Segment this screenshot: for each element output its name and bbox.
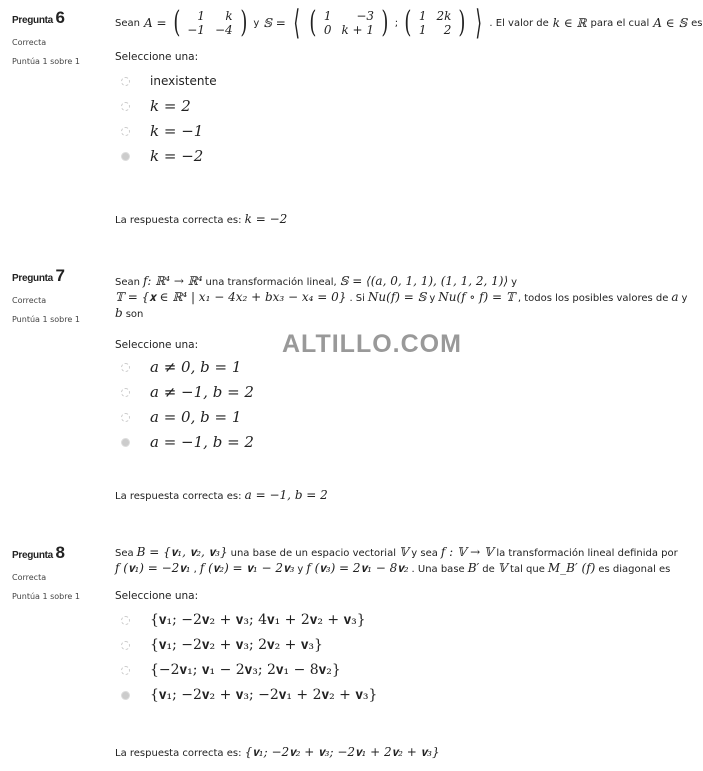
matrix-row bbox=[414, 23, 457, 37]
options-list bbox=[115, 69, 675, 169]
text: Sea bbox=[115, 548, 134, 559]
math: f (𝐯₃) = 2𝐯₁ − 8𝐯₂ bbox=[306, 561, 409, 575]
question-content bbox=[115, 274, 688, 455]
math: M_B′ (f) bbox=[547, 561, 596, 575]
matrix-entry: 1 bbox=[418, 23, 427, 37]
radio-button[interactable] bbox=[121, 616, 130, 625]
matrix-a bbox=[171, 5, 250, 40]
question-state: Correcta bbox=[12, 573, 47, 582]
math: f : 𝕍 → 𝕍 bbox=[440, 545, 494, 559]
matrix-entry: 0 bbox=[323, 23, 332, 37]
options-list bbox=[115, 355, 675, 455]
question-number bbox=[12, 543, 107, 563]
correct-answer bbox=[115, 488, 328, 502]
paren-right: ) bbox=[239, 5, 248, 40]
text-line bbox=[115, 561, 675, 577]
paren-right: ) bbox=[458, 5, 466, 40]
text: para el cual bbox=[590, 17, 650, 29]
option-label[interactable]: a ≠ −1, b = 2 bbox=[150, 383, 254, 401]
option-item[interactable] bbox=[115, 608, 675, 633]
matrix-row bbox=[319, 23, 379, 37]
text: es bbox=[691, 17, 703, 29]
question-label: Pregunta bbox=[12, 15, 53, 26]
question-num: 8 bbox=[55, 543, 65, 562]
matrix-s1 bbox=[307, 5, 391, 40]
correct-answer bbox=[115, 212, 287, 226]
matrix-entry: −4 bbox=[214, 23, 233, 37]
text: Sean bbox=[115, 277, 140, 288]
math: Nu(f) = 𝕊 bbox=[367, 290, 427, 304]
question-text bbox=[115, 274, 688, 322]
option-label[interactable]: {𝐯₁; −2𝐯₂ + 𝐯₃; 4𝐯₁ + 2𝐯₂ + 𝐯₃} bbox=[150, 612, 366, 628]
math: f (𝐯₂) = 𝐯₁ − 2𝐯₃ bbox=[199, 561, 295, 575]
radio-button[interactable] bbox=[121, 666, 130, 675]
option-item[interactable] bbox=[115, 405, 675, 430]
text: es diagonal es bbox=[598, 564, 671, 575]
text: y bbox=[511, 277, 518, 288]
matrix-entry: 1 bbox=[323, 9, 332, 23]
question-grade: Puntúa 1 sobre 1 bbox=[12, 57, 80, 66]
text: y bbox=[681, 293, 688, 304]
matrix-table bbox=[319, 9, 379, 37]
math: Nu(f ∘ f) = 𝕋 bbox=[438, 290, 515, 304]
matrix-entry: −1 bbox=[187, 23, 205, 37]
text: una transformación lineal, bbox=[205, 277, 337, 288]
radio-button[interactable] bbox=[121, 438, 130, 447]
matrix-s2 bbox=[402, 5, 468, 40]
text: y bbox=[297, 564, 304, 575]
paren-left: ( bbox=[172, 5, 180, 40]
matrix-row bbox=[182, 9, 237, 23]
text: son bbox=[125, 309, 144, 320]
radio-button[interactable] bbox=[121, 388, 130, 397]
text: de bbox=[482, 564, 495, 575]
option-item[interactable] bbox=[115, 633, 675, 658]
option-label[interactable]: inexistente bbox=[150, 74, 217, 88]
question-num: 7 bbox=[55, 266, 65, 285]
option-label[interactable]: a ≠ 0, b = 1 bbox=[150, 358, 242, 376]
text: . Si bbox=[349, 293, 365, 304]
matrix-row bbox=[319, 9, 379, 23]
matrix-entry: k bbox=[225, 9, 233, 23]
math: 𝕊 = ⟨(a, 0, 1, 1), (1, 1, 2, 1)⟩ bbox=[339, 274, 509, 288]
math: A ∈ 𝕊 bbox=[653, 15, 688, 30]
angle-close: ⟩ bbox=[475, 2, 483, 43]
math: k ∈ ℝ bbox=[552, 15, 587, 30]
math: 𝕍 bbox=[398, 545, 409, 559]
radio-button[interactable] bbox=[121, 77, 130, 86]
option-label[interactable]: {𝐯₁; −2𝐯₂ + 𝐯₃; 2𝐯₂ + 𝐯₃} bbox=[150, 637, 323, 653]
answer-math: k = −2 bbox=[244, 212, 288, 226]
option-label[interactable]: {−2𝐯₁; 𝐯₁ − 2𝐯₃; 2𝐯₁ − 8𝐯₂} bbox=[150, 662, 341, 678]
matrix-entry: k + 1 bbox=[341, 23, 375, 37]
option-item[interactable] bbox=[115, 94, 675, 119]
text: la transformación lineal definida por bbox=[496, 548, 678, 559]
text-line bbox=[115, 545, 678, 561]
option-label[interactable]: {𝐯₁; −2𝐯₂ + 𝐯₃; −2𝐯₁ + 2𝐯₂ + 𝐯₃} bbox=[150, 687, 378, 703]
answer-prefix: La respuesta correcta es: bbox=[115, 748, 242, 759]
angle-open: ⟨ bbox=[293, 2, 300, 43]
option-item[interactable] bbox=[115, 658, 675, 683]
question-number bbox=[12, 266, 107, 286]
question-grade: Puntúa 1 sobre 1 bbox=[12, 315, 80, 324]
matrix-entry: −3 bbox=[356, 9, 375, 23]
question-6 bbox=[0, 2, 703, 248]
separator: ; bbox=[394, 17, 399, 29]
question-info bbox=[12, 266, 107, 324]
options-list bbox=[115, 608, 675, 708]
radio-button[interactable] bbox=[121, 691, 130, 700]
option-label[interactable]: k = −1 bbox=[150, 122, 204, 140]
select-prompt: Seleccione una: bbox=[115, 339, 199, 351]
text: y bbox=[253, 17, 260, 29]
select-prompt: Seleccione una: bbox=[115, 590, 199, 602]
watermark: ALTILLO.COM bbox=[282, 330, 462, 358]
text: tal que bbox=[510, 564, 545, 575]
text: Sean bbox=[115, 17, 140, 29]
option-item[interactable] bbox=[115, 430, 675, 455]
matrix-entry: 2k bbox=[436, 9, 452, 23]
radio-button[interactable] bbox=[121, 641, 130, 650]
question-state: Correcta bbox=[12, 296, 47, 305]
radio-button[interactable] bbox=[121, 152, 130, 161]
math: a bbox=[671, 290, 679, 304]
matrix-entry: 2 bbox=[443, 23, 452, 37]
option-item[interactable] bbox=[115, 144, 675, 169]
option-label[interactable]: a = 0, b = 1 bbox=[150, 408, 242, 426]
answer-prefix: La respuesta correcta es: bbox=[115, 491, 242, 502]
question-label: Pregunta bbox=[12, 550, 53, 561]
option-item[interactable] bbox=[115, 69, 675, 94]
text: , bbox=[193, 564, 197, 575]
question-content bbox=[115, 2, 703, 169]
question-text bbox=[115, 545, 678, 577]
math: 𝕊 = bbox=[263, 15, 286, 30]
math: 𝕍 bbox=[497, 561, 508, 575]
option-label[interactable]: k = 2 bbox=[150, 97, 191, 115]
math: B = {𝐯₁, 𝐯₂, 𝐯₃} bbox=[136, 545, 228, 559]
matrix-row bbox=[182, 23, 237, 37]
math: A = bbox=[143, 15, 167, 30]
question-grade: Puntúa 1 sobre 1 bbox=[12, 592, 80, 601]
question-7 bbox=[0, 266, 700, 516]
matrix-entry: 1 bbox=[197, 9, 205, 23]
matrix-entry: 1 bbox=[418, 9, 427, 23]
radio-button[interactable] bbox=[121, 413, 130, 422]
radio-button[interactable] bbox=[121, 102, 130, 111]
math: B′ bbox=[467, 561, 480, 575]
radio-button[interactable] bbox=[121, 363, 130, 372]
text: y bbox=[429, 293, 436, 304]
text-line bbox=[115, 290, 688, 306]
option-item[interactable] bbox=[115, 119, 675, 144]
option-label[interactable]: a = −1, b = 2 bbox=[150, 433, 254, 451]
text-line bbox=[115, 274, 675, 290]
answer-math: a = −1, b = 2 bbox=[244, 488, 328, 502]
paren-left: ( bbox=[309, 5, 317, 40]
matrix-row bbox=[414, 9, 457, 23]
select-prompt: Seleccione una: bbox=[115, 51, 199, 63]
answer-prefix: La respuesta correcta es: bbox=[115, 215, 242, 226]
question-info bbox=[12, 8, 107, 66]
text: . Una base bbox=[411, 564, 465, 575]
question-number bbox=[12, 8, 107, 28]
answer-math: {𝐯₁; −2𝐯₂ + 𝐯₃; −2𝐯₁ + 2𝐯₂ + 𝐯₃} bbox=[244, 745, 440, 759]
math: f (𝐯₁) = −2𝐯₁ bbox=[115, 561, 191, 575]
radio-button[interactable] bbox=[121, 127, 130, 136]
text: . El valor de bbox=[489, 17, 549, 29]
text: una base de un espacio vectorial bbox=[230, 548, 396, 559]
question-label: Pregunta bbox=[12, 273, 53, 284]
math: b bbox=[115, 306, 123, 320]
correct-answer bbox=[115, 745, 440, 760]
paren-right: ) bbox=[381, 5, 389, 40]
text-line bbox=[115, 306, 675, 322]
math: f: ℝ⁴ → ℝ⁴ bbox=[142, 274, 203, 288]
matrix-table bbox=[182, 9, 237, 37]
text: , todos los posibles valores de bbox=[517, 293, 669, 304]
option-item[interactable] bbox=[115, 380, 675, 405]
question-8 bbox=[0, 543, 700, 771]
question-info bbox=[12, 543, 107, 601]
text: y sea bbox=[411, 548, 438, 559]
option-label[interactable]: k = −2 bbox=[150, 147, 204, 165]
matrix-table bbox=[414, 9, 457, 37]
question-num: 6 bbox=[55, 8, 65, 27]
question-content bbox=[115, 545, 678, 708]
option-item[interactable] bbox=[115, 683, 675, 708]
paren-left: ( bbox=[404, 5, 412, 40]
math: 𝕋 = {𝐱 ∈ ℝ⁴ | x₁ − 4x₂ + bx₃ − x₄ = 0} bbox=[115, 290, 347, 304]
question-text bbox=[115, 2, 703, 43]
question-state: Correcta bbox=[12, 38, 47, 47]
